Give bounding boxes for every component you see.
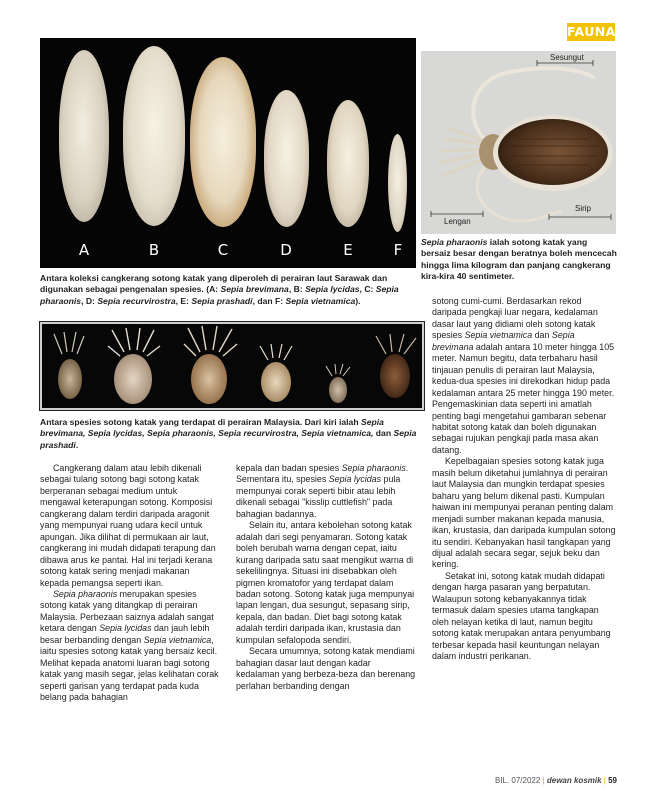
cuttlefish-pharaonis [184, 326, 237, 404]
label-f: F [393, 241, 403, 259]
cuttlefish-brevimana [54, 332, 84, 399]
text-run: dan jauh lebih besar berbanding dengan [40, 623, 210, 645]
text-run: sotong cumi-cumi. Berdasarkan rekod daripada pengkaji luar negara, kedalaman dasar laut yang didiami oleh sotong katak spesies [432, 296, 598, 341]
body-column-3 [432, 296, 616, 663]
text-run: ialah sotong katak yang bersaiz besar dengan beratnya boleh mencecah hingga lima kilogram dan panjang cangkerang kira-kira 40 sentimeter. [421, 237, 617, 282]
sepia-pharaonis-caption [421, 237, 617, 283]
body-column-1 [40, 463, 220, 704]
text-run: , D: [81, 295, 98, 306]
text-run: . [75, 439, 79, 450]
label-d: D [280, 241, 292, 259]
label-a: A [78, 241, 90, 259]
cuttlefish-species-photo [40, 322, 424, 410]
text-run: kepala dan badan spesies [236, 463, 342, 473]
paragraph [432, 296, 616, 456]
cuttlebone-b [123, 46, 185, 226]
paragraph [236, 520, 416, 646]
paragraph [236, 646, 416, 692]
paragraph [40, 589, 220, 704]
magazine-name: dewan kosmik [546, 776, 602, 785]
species-name: Sepia brevimana [432, 330, 575, 352]
species-name: Sepia pharaonis [421, 237, 488, 247]
label-e: E [343, 241, 353, 259]
label-c: C [217, 241, 229, 259]
species-name: Sepia brevimana [220, 284, 289, 295]
text-run: Setakat ini, sotong katak mudah didapati dengan harga pasaran yang berpatutan. Walaupun sotong kebanyakannya tidak termasuk dalam spesies utama tangkapan oleh nelayan ketika di laut, namun begitu sotong katak merupakan antara penyumbang terbesar kepada hasil keuntungan nelayan dalam industri perikanan. [432, 570, 611, 662]
cuttlefish-recurvirostra [260, 344, 292, 402]
cuttlebone-caption [40, 273, 420, 307]
cuttlebone-f [388, 134, 407, 232]
text-run: Selain itu, antara kebolehan sotong katak adalah dari segi penyamaran. Sotong katak boleh berubah warna dengan cepat, iaitu kurang daripada satu saat mengikut warna di sekelilingnya. Situasi ini disebabkan oleh pigmen kromatofor yang terdapat dalam badan sotong. Sotong katak juga mempunyai lapan lengan, dua sesungut, sepasang sirip, kepala, dan badan. Diet bagi sotong katak adalah terdiri daripada ikan, krustasia dan kumpulan sefalopoda sendiri. [236, 520, 415, 645]
cuttlebone-d [264, 90, 309, 227]
species-name: Sepia lycidas [305, 284, 360, 295]
text-run: adalah antara 10 meter hingga 105 meter. Namun begitu, data terbaharu hasil tinjauan penulis di perairan laut Malaysia, kedua-dua spesies ini direkodkan hidup pada kedalaman antara 25 meter hingga 190 meter. Pengemaskinian data seperti ini amatlah penting bagi mengetahui gambaran sebenar habitat sotong katak dan boleh digunakan sebagai rujukan pengkaji pada masa akan datang. [432, 341, 615, 455]
species-name: Sepia vietnamica [285, 295, 356, 306]
text-run: pula mempunyai corak seperti bibir atau lebih dikenali sebagai "kisslip cuttlefish" pada bahagian badannya. [236, 474, 401, 519]
text-run: . Sementara itu, spesies [236, 463, 409, 485]
text-run: ). [355, 295, 361, 306]
species-name: Sepia vietnamica [143, 634, 212, 645]
text-run: , dan F: [252, 295, 286, 306]
text-run: Antara koleksi cangkerang sotong katak yang diperoleh di perairan laut Sarawak dan digunakan sebagai pengenalan spesies. (A: [40, 273, 388, 295]
text-run: Kepelbagaian spesies sotong katak juga masih belum diketahui jumlahnya di perairan laut Malaysia dan mungkin terdapat spesies baharu yang belum dikenal pasti. Kumpulan haiwan ini mempunyai peranan penting dalam menjadi sumber makanan kepada manusia, ikan, krustasia, dan daripada kumpulan sotong itu sendiri. Kebanyakan hasil tangkapan yang dijual adalah secara segar, sejuk beku dan kering. [432, 456, 616, 570]
cuttlefish-lycidas [108, 328, 160, 404]
cuttlefish-species-caption [40, 417, 424, 451]
species-name: Sepia vietnamica [464, 330, 533, 341]
cuttlebone-c [190, 57, 256, 227]
cuttlebone-photo [40, 38, 416, 268]
text-run: Cangkerang dalam atau lebih dikenali sebagai tulang sotong bagi sotong katak berperanan sebagai medium untuk mengawal keterapungan sotong. Komposisi cangkerang dalam terdiri daripada aragonit yang mempunyai ruang udara kecil untuk apungan. Jika dilihat di permukaan air laut, cangkerang ini mudah didapati terapung dan dibawa arus ke pantai. Hal ini terjadi kerana sotong katak sering menjadi makanan kepada pemangsa seperti ikan. [40, 463, 216, 588]
species-name: Sepia prashadi [191, 295, 253, 306]
label-b: B [148, 241, 160, 259]
label-sirip: Sirip [575, 204, 592, 213]
sepia-pharaonis-photo [421, 51, 616, 234]
footer-separator-2: | [603, 776, 606, 785]
paragraph [236, 463, 416, 520]
cuttlebone-e [327, 100, 369, 227]
page-footer [495, 776, 617, 785]
section-badge: FAUNA [567, 24, 616, 39]
page-number: 59 [608, 776, 617, 785]
body-column-2 [236, 463, 416, 692]
text-run: Secara umumnya, sotong katak mendiami bahagian dasar laut dengan kadar kedalaman yang berbeza-beza dan berenang perlahan berbanding dengan [236, 646, 416, 691]
text-run: , B: [288, 284, 306, 295]
text-run: , C: [359, 284, 376, 295]
paragraph [432, 456, 616, 571]
cuttlefish-vietnamica [326, 364, 350, 403]
text-run: , iaitu spesies sotong katak yang bersaiz kecil. Melihat kepada anatomi luaran bagi sotong katak yang masih segar, jelas kelihatan corak seperti garisan yang terdapat pada kuda belang pada bahagian [40, 634, 219, 703]
species-name: Sepia recurvirostra [97, 295, 176, 306]
text-run: , E: [175, 295, 192, 306]
footer-separator-1: | [542, 776, 545, 785]
species-name: Sepia pharaonis [341, 463, 406, 473]
text-run: Antara spesies sotong katak yang terdapat di perairan Malaysia. Dari kiri ialah [40, 417, 361, 427]
label-lengan: Lengan [444, 217, 471, 226]
cuttlebone-a [59, 50, 109, 222]
paragraph [40, 463, 220, 589]
issue-number: BIL. 07/2022 [494, 776, 541, 785]
species-name: Sepia lycidas [328, 474, 382, 485]
label-sesungut: Sesungut [550, 53, 584, 62]
text-run: dan [532, 330, 552, 341]
cuttlefish-row-illustration [42, 324, 422, 408]
species-name: Sepia pharaonis [53, 588, 118, 599]
species-name: Sepia brevimana, Sepia lycidas, Sepia pharaonis, Sepia recurvirostra, Sepia vietnamica, [40, 417, 384, 439]
text-run: dan [373, 428, 394, 439]
species-name: Sepia prashadi [40, 428, 417, 450]
paragraph [432, 571, 616, 663]
cuttlefish-prashadi [376, 334, 416, 398]
species-name: Sepia pharaonis [40, 284, 399, 306]
text-run: merupakan spesies sotong katak yang ditangkap di perairan Malaysia. Perbezaan saiznya adalah sangat ketara dengan [40, 588, 214, 634]
species-name: Sepia lycidas [99, 623, 152, 634]
